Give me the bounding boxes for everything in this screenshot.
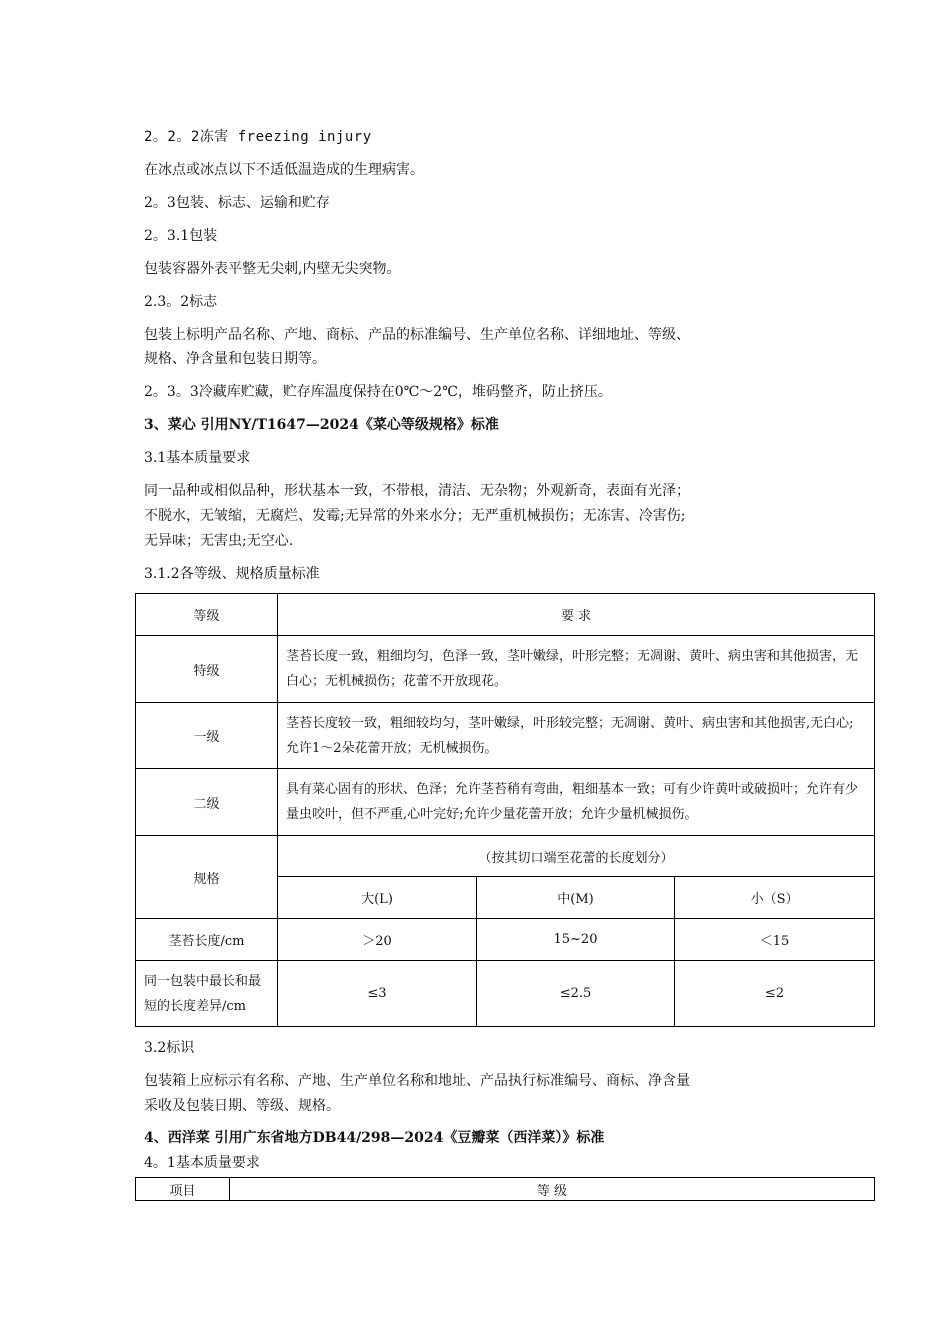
table-cell: 同一包装中最长和最短的长度差异/cm <box>136 961 278 1027</box>
table-header-cell: 等级 <box>136 594 278 636</box>
table-row <box>136 636 875 703</box>
table-cell: 中(M) <box>477 877 675 919</box>
table-cell: 茎苔长度较一致，粗细较均匀，茎叶嫩绿，叶形较完整；无凋谢、黄叶、病虫害和其他损害,无白心;允许1～2朵花蕾开放；无机械损伤。 <box>278 703 875 769</box>
paragraph-text: 在冰点或冰点以下不适低温造成的生理病害。 <box>144 162 424 178</box>
table-cell: 15~20 <box>477 919 675 961</box>
table-row <box>136 1178 875 1201</box>
table-cell: ＞20 <box>278 919 477 961</box>
paragraph-text: 规格、净含量和包装日期等。 <box>144 351 326 367</box>
paragraph-text: 包装容器外表平整无尖刺,内壁无尖突物。 <box>144 261 401 277</box>
table-cell: 特级 <box>136 636 278 703</box>
table-cell: （按其切口端至花蕾的长度划分） <box>278 836 875 877</box>
paragraph-text: 包装上标明产品名称、产地、商标、产品的标准编号、生产单位名称、详细地址、等级、 <box>144 327 690 343</box>
table-row <box>136 703 875 769</box>
section-4-1-heading: 4。1基本质量要求 <box>144 1155 260 1171</box>
table-cell: 大(L) <box>278 877 477 919</box>
paragraph-text: 同一品种或相似品种，形状基本一致，不带根，清洁、无杂物；外观新奇，表面有光泽； <box>144 483 690 499</box>
table-header-cell: 项目 <box>136 1178 230 1201</box>
table-cell: ＜15 <box>675 919 875 961</box>
table-cell: 茎苔长度/cm <box>136 919 278 961</box>
grade-spec-table <box>135 593 875 1027</box>
section-2-3-heading: 2。3包装、标志、运输和贮存 <box>144 195 330 211</box>
section-3-2-heading: 3.2标识 <box>144 1040 195 1056</box>
section-2-3-1-heading: 2。3.1包装 <box>144 228 218 244</box>
section-2-3-3-text: 2。3。3冷藏库贮藏，贮存库温度保持在0℃～2℃，堆码整齐，防止挤压。 <box>144 384 612 400</box>
table-row <box>136 961 875 1027</box>
table-cell: 具有菜心固有的形状、色泽；允许茎苔稍有弯曲，粗细基本一致；可有少许黄叶或破损叶；允许有少量虫咬叶，但不严重,心叶完好;允许少量花蕾开放；允许少量机械损伤。 <box>278 769 875 836</box>
section-2-2-2-heading: 2。2。2冻害 freezing injury <box>144 129 372 145</box>
section-4-heading: 4、西洋菜 引用广东省地方DB44/298—2024《豆瓣菜（西洋菜）》标准 <box>144 1130 605 1146</box>
table-cell: ≤2.5 <box>477 961 675 1027</box>
table-row <box>136 836 875 877</box>
table-cell: 二级 <box>136 769 278 836</box>
paragraph-text: 包装箱上应标示有名称、产地、生产单位名称和地址、产品执行标准编号、商标、净含量 <box>144 1073 690 1089</box>
table-cell: 一级 <box>136 703 278 769</box>
paragraph-text: 无异味；无害虫;无空心. <box>144 533 294 549</box>
table-header-cell: 等 级 <box>230 1178 875 1201</box>
section-3-1-2-heading: 3.1.2各等级、规格质量标准 <box>144 566 320 582</box>
paragraph-text: 不脱水，无皱缩，无腐烂、发霉;无异常的外来水分；无严重机械损伤；无冻害、冷害伤; <box>144 508 686 524</box>
table-row <box>136 594 875 636</box>
table-header-cell: 要 求 <box>278 594 875 636</box>
section-3-1-heading: 3.1基本质量要求 <box>144 450 251 466</box>
section-2-3-2-heading: 2.3。2标志 <box>144 294 218 310</box>
table-row <box>136 769 875 836</box>
quality-requirement-table <box>135 1177 875 1201</box>
table-cell: ≤2 <box>675 961 875 1027</box>
table-cell: 茎苔长度一致，粗细均匀，色泽一致，茎叶嫩绿，叶形完整；无凋谢、黄叶、病虫害和其他损害，无白心；无机械损伤；花蕾不开放现花。 <box>278 636 875 703</box>
table-row <box>136 919 875 961</box>
section-3-heading: 3、菜心 引用NY/T1647—2024《菜心等级规格》标准 <box>144 417 499 433</box>
table-cell: 小（S） <box>675 877 875 919</box>
table-cell: ≤3 <box>278 961 477 1027</box>
paragraph-text: 采收及包装日期、等级、规格。 <box>144 1098 340 1114</box>
table-cell: 规格 <box>136 836 278 919</box>
